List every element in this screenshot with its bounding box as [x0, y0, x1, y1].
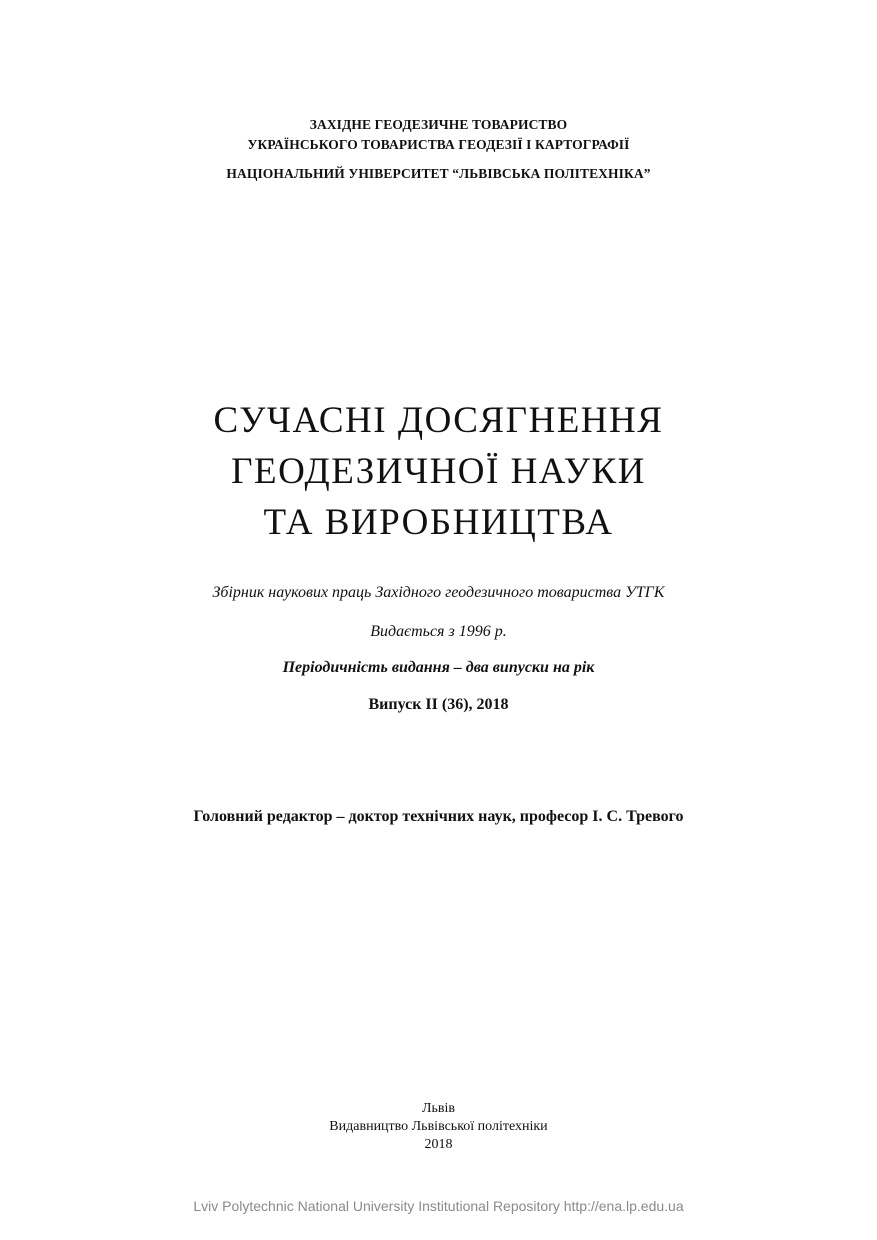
- title-line-2: ГЕОДЕЗИЧНОЇ НАУКИ: [231, 451, 646, 492]
- imprint-city: Львів: [422, 1101, 455, 1116]
- imprint-publisher: Видавництво Львівської політехніки: [329, 1119, 548, 1134]
- org-line-ukrainian-society: УКРАЇНСЬКОГО ТОВАРИСТВА ГЕОДЕЗІЇ І КАРТОГРАФІЇ: [247, 137, 630, 152]
- published-since: Видається з 1996 р.: [370, 623, 507, 640]
- imprint-year: 2018: [424, 1137, 453, 1152]
- title-line-3: ТА ВИРОБНИЦТВА: [263, 502, 614, 543]
- repository-watermark: Lviv Polytechnic National University Institutional Repository http://ena.lp.edu.ua: [193, 1198, 684, 1214]
- org-line-university: НАЦІОНАЛЬНИЙ УНІВЕРСИТЕТ “ЛЬВІВСЬКА ПОЛІТЕХНІКА”: [226, 166, 651, 181]
- org-line-western-geodetic-society: ЗАХІДНЕ ГЕОДЕЗИЧНЕ ТОВАРИСТВО: [309, 117, 568, 132]
- collection-description: Збірник наукових праць Західного геодезичного товариства УТГК: [212, 584, 665, 601]
- title-line-1: СУЧАСНІ ДОСЯГНЕННЯ: [213, 400, 664, 441]
- periodicity: Періодичність видання – два випуски на рік: [282, 659, 595, 676]
- chief-editor: Головний редактор – доктор технічних наук, професор І. С. Тревого: [193, 808, 684, 825]
- issue-number: Випуск ІІ (36), 2018: [368, 696, 509, 713]
